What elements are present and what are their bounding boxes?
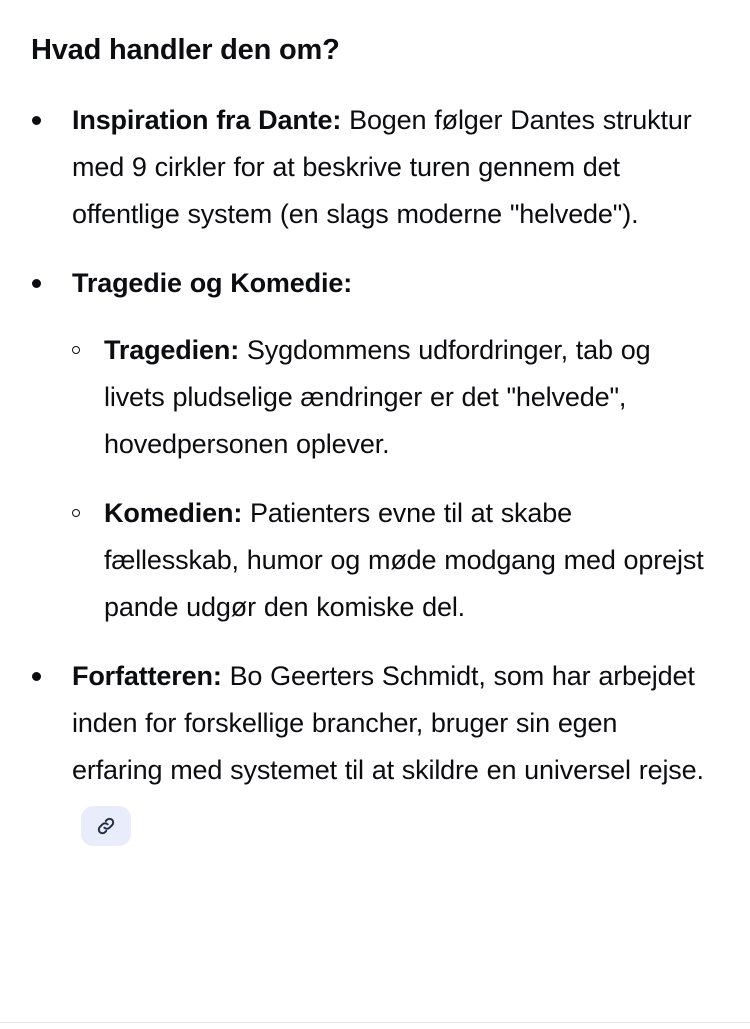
list-item-text: Bo Geerters Schmidt, som har arbejdet inden for forskellige brancher, bruger sin egen erfaring med systemet til at skildre en universel rejse. (72, 661, 704, 785)
circle-bullet-icon (72, 509, 80, 517)
sub-list-item-lead: Tragedien: (104, 335, 240, 365)
bullet-list (0, 97, 750, 846)
circle-bullet-icon (72, 346, 80, 354)
list-item-text: Bogen følger Dantes struktur med 9 cirkler for at beskrive turen gennem det offentlige system (en slags moderne "helvede"). (72, 105, 692, 229)
link-icon (95, 815, 117, 837)
disc-bullet-icon (32, 116, 41, 125)
sub-list-item-paragraph (104, 490, 710, 631)
list-item-lead: Forfatteren: (72, 661, 222, 691)
sub-list-item (72, 490, 714, 631)
sub-list-item-text: Sygdommens udfordringer, tab og livets pludselige ændringer er det "helvede", hovedpersonen oplever. (104, 335, 651, 459)
citation-link-badge[interactable] (81, 806, 131, 846)
page-title: Hvad handler den om? (31, 34, 340, 66)
sub-list-item-lead: Komedien: (104, 498, 243, 528)
list-item-paragraph (72, 653, 714, 846)
bottom-divider (0, 1022, 750, 1023)
disc-bullet-icon (32, 279, 41, 288)
list-item-lead: Inspiration fra Dante: (72, 105, 342, 135)
list-item (0, 653, 750, 846)
disc-bullet-icon (32, 672, 41, 681)
sub-list-item (72, 327, 714, 468)
sub-list-item-paragraph (104, 327, 710, 468)
list-item (0, 260, 750, 631)
sub-list-item-text: Patienters evne til at skabe fællesskab, humor og møde modgang med oprejst pande udgør den komiske del. (104, 498, 704, 622)
list-item (0, 97, 750, 238)
list-item-paragraph (72, 97, 714, 238)
list-item-paragraph (72, 260, 714, 307)
sub-bullet-list (72, 327, 714, 631)
list-item-lead: Tragedie og Komedie: (72, 268, 353, 298)
